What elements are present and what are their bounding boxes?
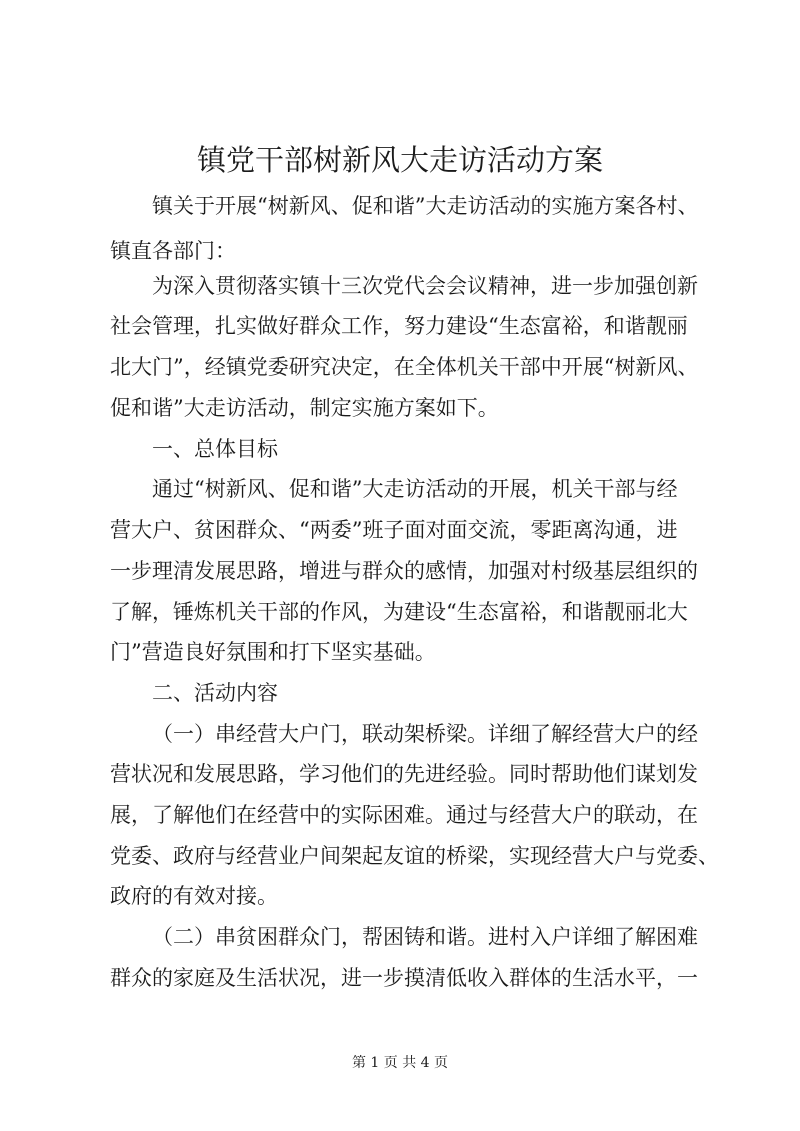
body-line: 为深入贯彻落实镇十三次党代会会议精神，进一步加强创新 xyxy=(152,274,698,298)
section-heading: 二、活动内容 xyxy=(152,681,278,705)
body-line: 门”营造良好氛围和打下坚实基础。 xyxy=(110,640,436,664)
page-title: 镇党干部树新风大走访活动方案 xyxy=(196,143,603,177)
body-line: 通过“树新风、促和谐”大走访活动的开展，机关干部与经 xyxy=(152,477,678,501)
body-line: 一步理清发展思路，增进与群众的感情，加强对村级基层组织的 xyxy=(110,559,698,583)
body-line: （二）串贫困群众门，帮困铸和谐。进村入户详细了解困难 xyxy=(152,925,698,949)
body-line: 展，了解他们在经营中的实际困难。通过与经营大户的联动，在 xyxy=(110,803,698,827)
body-line: 政府的有效对接。 xyxy=(110,884,278,908)
body-line: 促和谐”大走访活动，制定实施方案如下。 xyxy=(110,396,499,420)
body-line: 社会管理，扎实做好群众工作，努力建设“生态富裕，和谐靓丽 xyxy=(110,314,688,338)
body-line: 营状况和发展思路，学习他们的先进经验。同时帮助他们谋划发 xyxy=(110,762,698,786)
section-heading: 一、总体目标 xyxy=(152,437,278,461)
body-line: 镇直各部门： xyxy=(110,239,236,263)
body-line: （一）串经营大户门，联动架桥梁。详细了解经营大户的经 xyxy=(152,722,698,746)
page-footer: 第 1 页 共 4 页 xyxy=(351,1055,449,1071)
body-line: 群众的家庭及生活状况，进一步摸清低收入群体的生活水平，一 xyxy=(110,966,698,990)
body-line: 北大门”，经镇党委研究决定，在全体机关干部中开展“树新风、 xyxy=(110,355,699,379)
body-line: 党委、政府与经营业户间架起友谊的桥梁，实现经营大户与党委、 xyxy=(110,844,719,868)
body-line: 营大户、贫困群众、“两委”班子面对面交流，零距离沟通，进 xyxy=(110,518,678,542)
body-line: 了解，锤炼机关干部的作风，为建设“生态富裕，和谐靓丽北大 xyxy=(110,600,688,624)
body-line: 镇关于开展“树新风、促和谐”大走访活动的实施方案各村、 xyxy=(152,194,699,218)
